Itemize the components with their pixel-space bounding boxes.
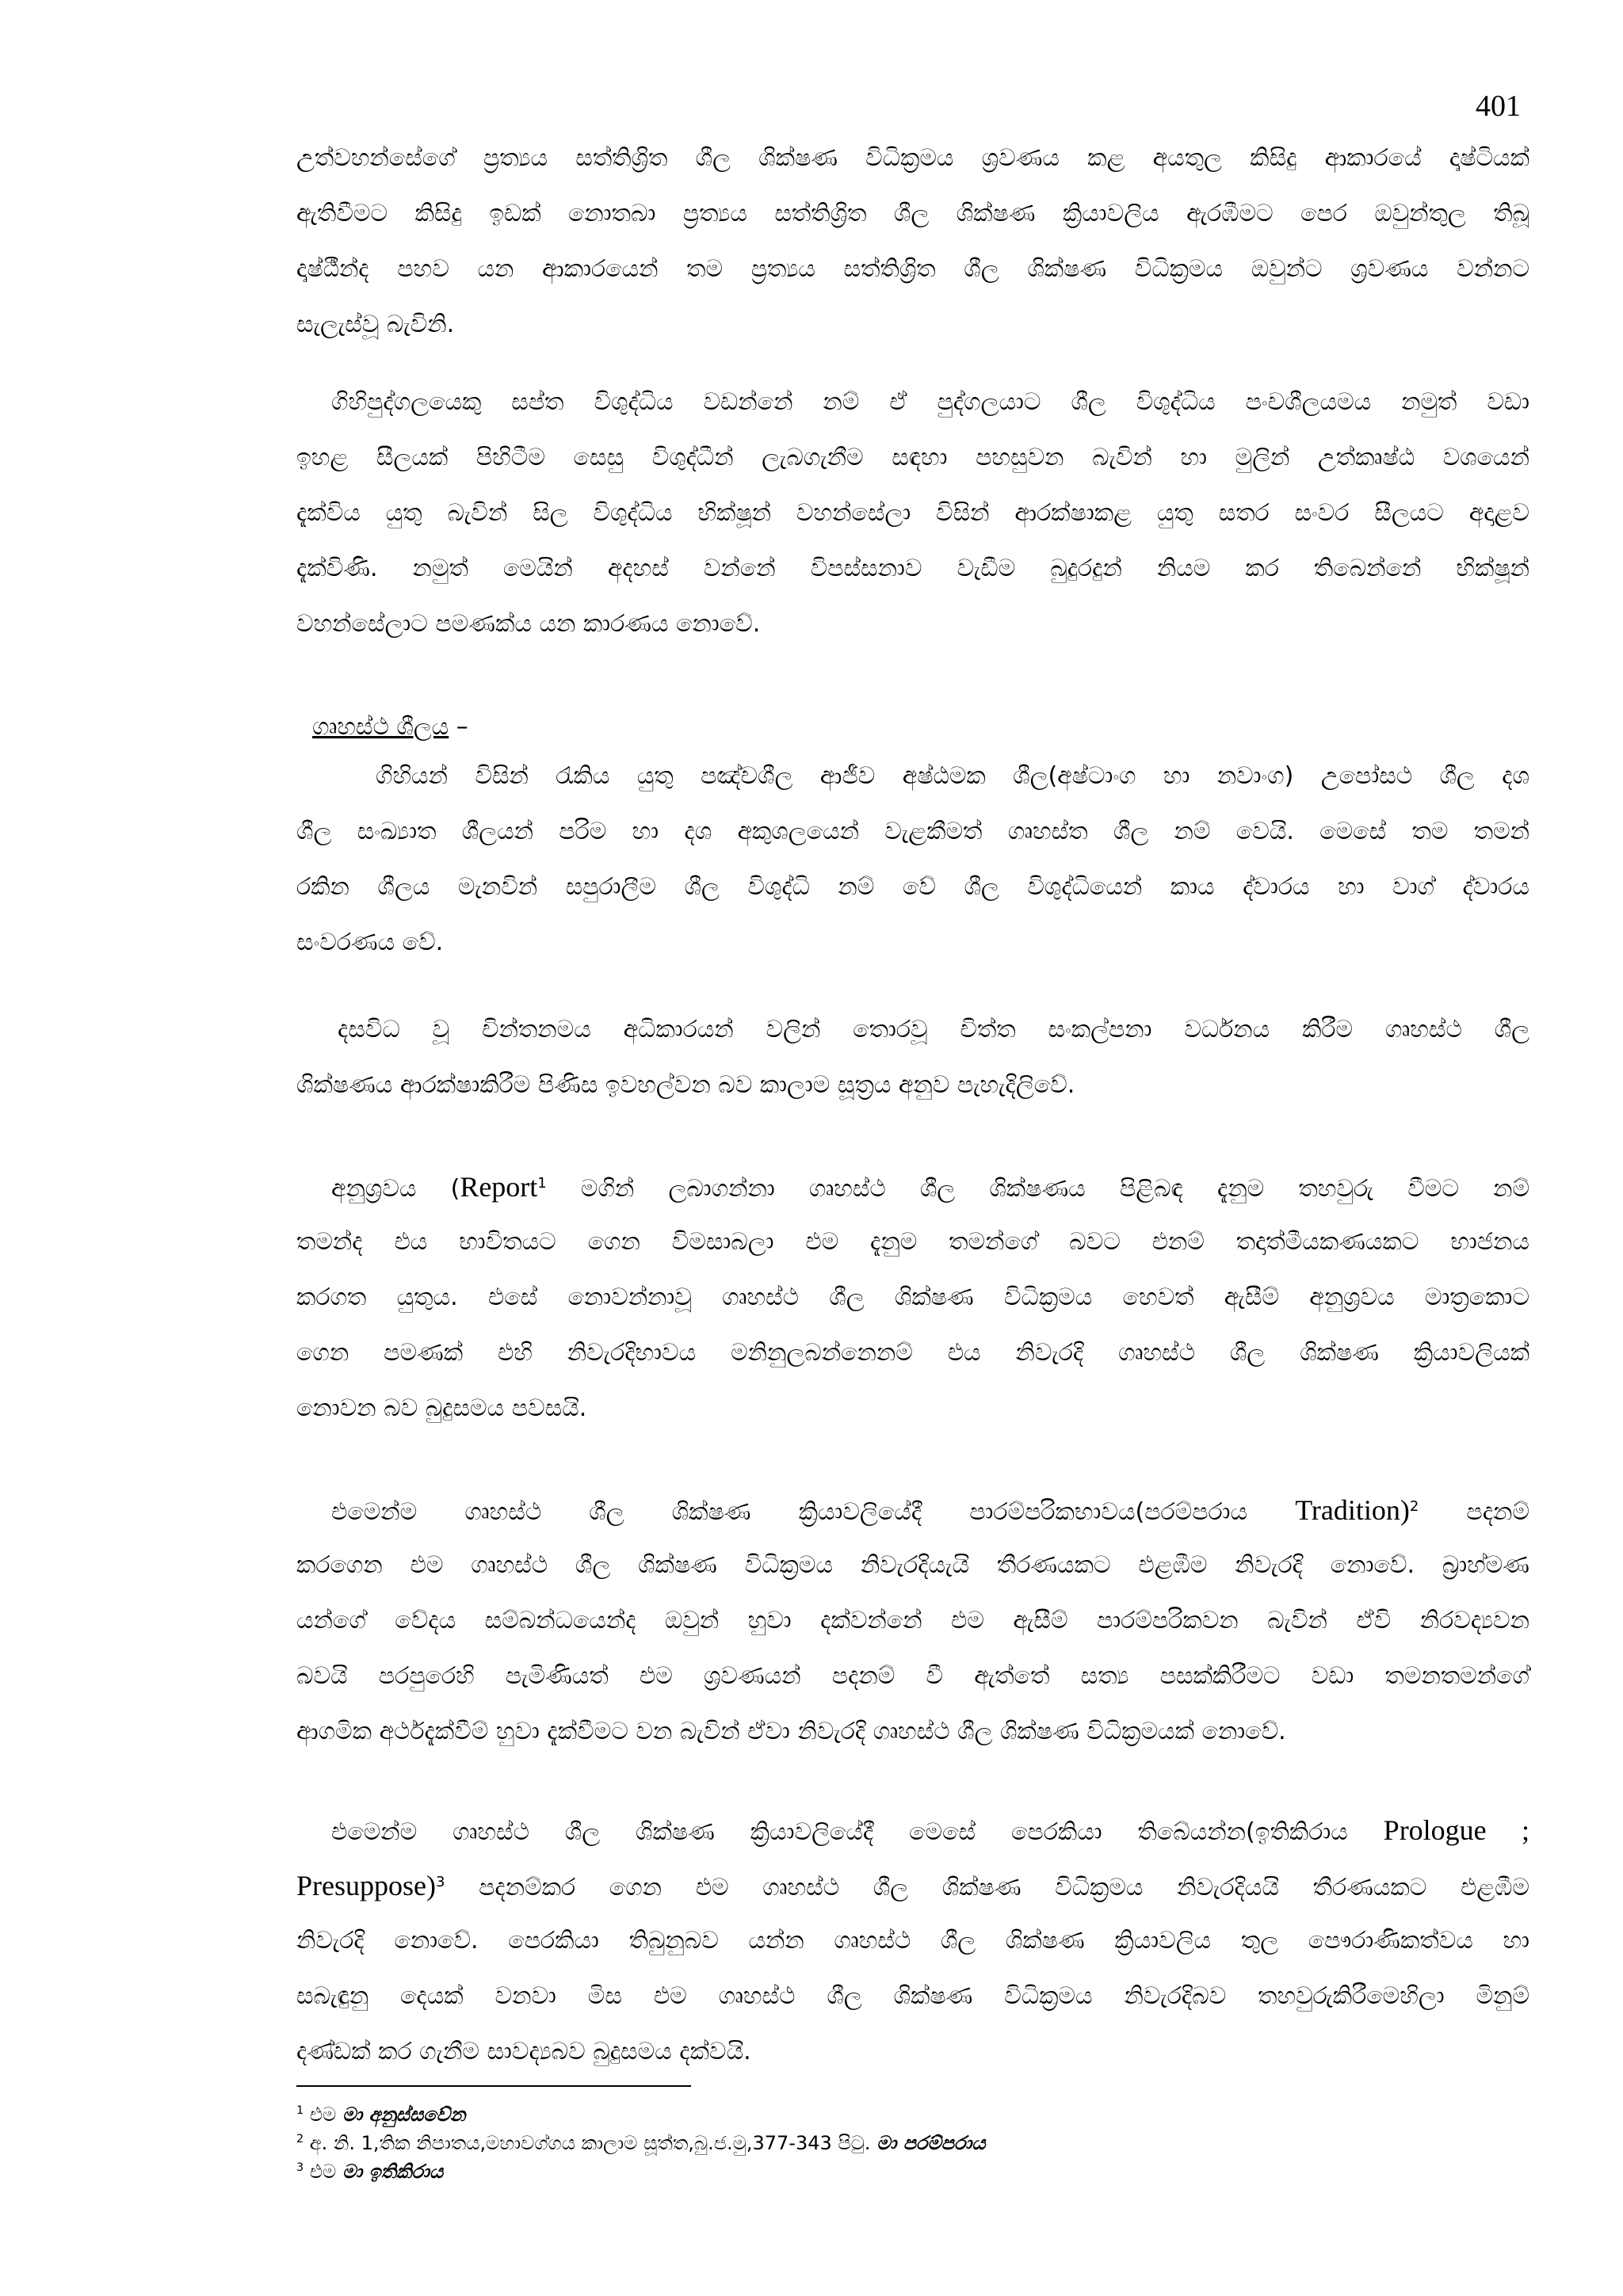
footnote-pali-term: මා අනුස්සවේන (342, 2103, 466, 2126)
paragraph-7-line (296, 1814, 1529, 1846)
section-heading-title: ගෘහස්ථ ශීලය (312, 713, 449, 741)
footnote-ref-3: 3 (435, 1874, 445, 1890)
paragraph-6-text: එමෙන්ම ගෘහස්ථ ශීල ශික්ෂණ ක්‍රියාවලියේදී පාරම්පරිකභාවය(පරම්පරාය (331, 1498, 1296, 1526)
paragraph-5-english-term: Report (460, 1171, 538, 1203)
paragraph-2-line: ගිහිපුද්ගලයෙකු සප්ත විශුද්ධිය වඩන්නේ නම් ඒ පුද්ගලයාට ශීල විශුද්ධිය පංචශීලයමය නමුත් වඩා (331, 388, 1529, 416)
paragraph-5-line: ගෙන පමණක් එහි නිවැරදිභාවය මනිනුලබන්නෙනම් එය නිවැරදි ගෘහස්ථ ශීල ශික්ෂණ ක්‍රියාවලියක් (296, 1339, 1529, 1367)
section-heading-suffix: – (449, 713, 468, 741)
footnote-text: එම (309, 2103, 342, 2126)
paragraph-3-line: ගිහියන් විසින් රැකිය යුතු පඤ්චශීල ආජීව අෂ්ඨමක ශීල(අෂ්ටාංග හා නවාංග) උපෝසථ ශීල දශ (376, 762, 1529, 790)
paragraph-7-text: පදනම්කර ගෙන එම ගෘහස්ථ ශීල ශික්ෂණ විධික්‍රමය නිවැරදියයි තීරණයකට එළඹීම (445, 1874, 1529, 1901)
paragraph-5-text: මගින් ලබාගන්නා ගෘහස්ථ ශීල ශික්ෂණය පිළිබඳ දැනුම තහවුරු වීමට නම් (546, 1175, 1530, 1203)
footnote-number: 3 (296, 2161, 304, 2174)
paragraph-6-line: කරගෙන එම ගෘහස්ථ ශීල ශික්ෂණ විධික්‍රමය නිවැරදියැයි තීරණයකට එළඹීම නිවැරදි නොවේ. බ්‍රාහ්මණ (296, 1551, 1529, 1579)
paragraph-7-line: දණ්ඩක් කර ගැනීම සාවද්‍යබව බුදුසමය දක්වයි. (296, 2038, 751, 2065)
paragraph-5-line: තමන්ද එය භාවිතයට ගෙන විමසාබලා එම දැනුම තමන්ගේ බවට එනම් තදාත්මීයකණයකට භාජනය (296, 1228, 1529, 1256)
paragraph-6-english-term: Tradition) (1295, 1494, 1410, 1526)
paragraph-5-line: කරගත යුතුය. එසේ නොවන්නාවූ ගෘහස්ථ ශීල ශික්ෂණ විධික්‍රමය හෙවත් ඇසීම් අනුශ්‍රවය මාත්‍රකොට (296, 1283, 1529, 1311)
paragraph-6-line (296, 1494, 1529, 1526)
page-number: 401 (1476, 90, 1521, 123)
paragraph-6-line: ආගමික අර්ථදැක්වීම් හුවා දැක්වීමට වන බැවින් ඒවා නිවැරදි ගෘහස්ථ ශීල ශික්ෂණ විධික්‍රමයක් නොවේ. (296, 1718, 1286, 1745)
paragraph-7-english-term: Presuppose) (296, 1870, 436, 1901)
section-heading (312, 711, 468, 743)
footnote-1 (296, 2103, 465, 2126)
paragraph-7-line: සබැඳුනු දෙයක් වනවා මිස එම ගෘහස්ථ ශීල ශික්ෂණ විධික්‍රමය නිවැරදිබව තහවුරුකිරීමෙහිලා මිනුම් (296, 1982, 1529, 2010)
paragraph-3-line: ශීල සංඛ්‍යාත ශීලයන් පරිම හා දශ අකුශලයෙන් වැළකීමත් ගෘහස්ත ශීල නම් වෙයි. මෙසේ තම තමන් (296, 818, 1529, 845)
paragraph-4-line: ශික්ෂණය ආරක්ෂාකිරීම පිණිස ඉවහල්වන බව කාලාම සූත්‍රය අනුව පැහැදිලිවේ. (296, 1071, 1075, 1099)
footnote-text: අ. නි. 1,තික නිපාතය,මහාවග්ගය කාලාම සූත්ත,බු.ජ.මු,377-343 පිටු. (309, 2132, 877, 2154)
paragraph-3-line: රකින ශීලය මැනවින් සපුරාලීම ශීල විශුද්ධි නම් වේ ශීල විශුද්ධියෙන් කාය ද්වාරය හා වාග් ද්වාරය (296, 873, 1529, 901)
footnote-3 (296, 2160, 443, 2183)
paragraph-5-text: අනුශ්‍රවය ( (331, 1175, 460, 1203)
paragraph-5-line (296, 1171, 1529, 1203)
paragraph-6-text: පදනම් (1419, 1498, 1529, 1526)
paragraph-2-line: ඉහළ සීලයක් පිහිටීම සෙසු විශුද්ධීන් ලැබගැනීම සඳහා පහසුවන බැවින් හා මුලින් උත්කෘෂ්ඨ වශයෙන් (296, 444, 1529, 471)
paragraph-2-line: දැක්විය යුතු බැවින් සිල විශුද්ධිය භික්ෂූන් වහන්සේලා විසින් ආරක්ෂාකළ යුතු සතර සංවර සීලයට අදාළව (296, 499, 1529, 527)
paragraph-7-english-term: Prologue ; (1383, 1814, 1529, 1846)
paragraph-7-line (296, 1870, 1529, 1901)
paragraph-1-line: ඇතිවීමට කිසිදු ඉඩක් නොතබා ප්‍රත්‍යය සත්තිශ්‍රිත ශීල ශික්ෂණ ක්‍රියාවලිය ඇරඹීමට පෙර ඔවුන්තුල තිබූ (296, 200, 1529, 227)
paragraph-1-line: දෘෂ්ඨීන්ද පහව යන ආකාරයෙන් තම ප්‍රත්‍යය සත්තිශ්‍රිත ශීල ශික්ෂණ විධික්‍රමය ඔවුන්ට ශ්‍රවණය වන්නට (296, 255, 1529, 283)
paragraph-6-line: යන්ගේ වේදය සම්බන්ධයෙන්ද ඔවුන් හුවා දක්වන්නේ එම ඇසීම් පාරම්පරිකවන බැවින් ඒවි නිරවද්‍යවන (296, 1607, 1529, 1634)
footnote-text: එම (309, 2161, 342, 2183)
footnote-pali-term: මා ඉතිකිරාය (342, 2161, 444, 2183)
footnote-ref-2: 2 (1409, 1498, 1419, 1515)
paragraph-1-line: උත්වහන්සේගේ ප්‍රත්‍යය සත්තිශ්‍රිත ශීල ශික්ෂණ විධික්‍රමය ශ්‍රවණය කළ අයතුල කිසිදු ආකාරයේ දෘෂ්ටියක් (296, 144, 1529, 172)
footnote-separator (296, 2085, 691, 2087)
paragraph-6-line: බවයි පරපුරෙහි පැමිණියත් එම ශ්‍රවණයන් පදනම් වී ඇත්තේ සත්‍ය පසක්කිරීමට වඩා තමනතමන්ගේ (296, 1662, 1529, 1690)
paragraph-7-line: නිවැරදි නොවේ. පෙරකියා තිබුනුබව යන්න ගෘහස්ථ ශීල ශික්ෂණ ක්‍රියාවලිය තුල පෞරාණිකත්වය හා (296, 1927, 1529, 1955)
paragraph-7-text: එමෙන්ම ගෘහස්ථ ශීල ශික්ෂණ ක්‍රියාවලියේදී මෙසේ පෙරකියා තිබේයන්න(ඉතිකිරාය (331, 1818, 1384, 1846)
paragraph-2-line: වහන්සේලාට පමණක්ය යන කාරණය නොවේ. (296, 610, 761, 638)
paragraph-1-line: සැලැස්වූ බැවිනි. (296, 311, 455, 338)
footnote-pali-term: මා පරම්පරාය (876, 2132, 986, 2154)
footnote-number: 1 (296, 2104, 304, 2117)
paragraph-5-line: නොවන බව බුදුසමය පවසයි. (296, 1394, 587, 1422)
footnote-2 (296, 2131, 986, 2155)
paragraph-2-line: දැක්විණි. නමුත් මෙයින් අදහස් වන්නේ විපස්සනාව වැඩීම බුදුරදුන් නියම කර තිබෙන්නේ භික්ෂූන් (296, 555, 1529, 582)
footnote-number: 2 (296, 2133, 304, 2145)
footnote-ref-1: 1 (537, 1175, 547, 1192)
paragraph-3-line: සංවරණය වේ. (296, 929, 444, 956)
paragraph-4-line: දසවිධ වූ චින්තනමය අධිකාරයන් වලින් තොරවූ චිත්ත සංකල්පනා වර්ධනය කිරීම ගෘහස්ථ ශීල (338, 1016, 1529, 1043)
